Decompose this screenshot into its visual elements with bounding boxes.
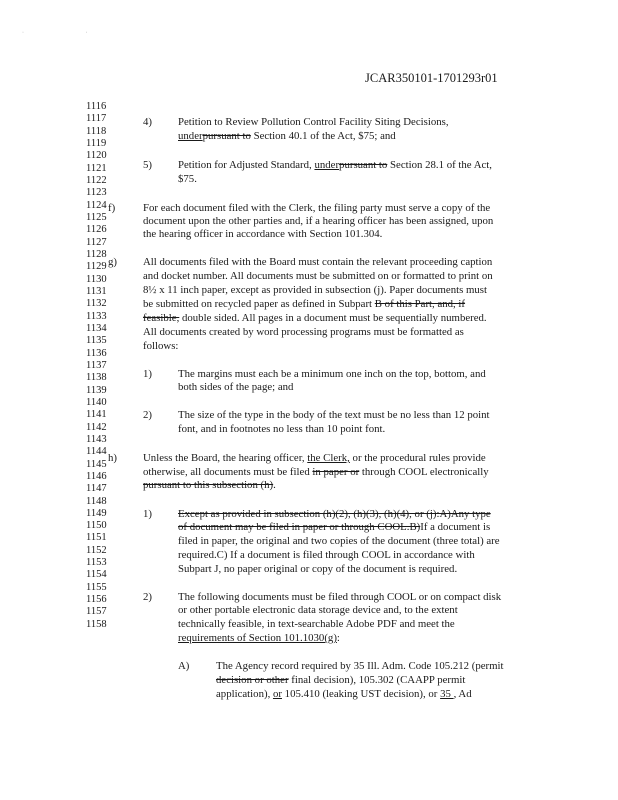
document-header-code: JCAR350101-1701293r01 bbox=[365, 71, 498, 85]
subsection-f-line: document upon the other parties and, if a hearing officer has been assigned, upon bbox=[143, 215, 494, 227]
line-number: 1156 bbox=[86, 594, 107, 606]
item-h2-line: requirements of Section 101.1030(g): bbox=[178, 632, 340, 644]
line-number: 1125 bbox=[86, 211, 107, 223]
inserted-text: requirements of Section 101.1030(g) bbox=[178, 632, 337, 644]
item-g2-line: font, and in footnotes no less than 10 point font. bbox=[178, 423, 386, 435]
subsection-f-line: the hearing officer in accordance with Section 101.304. bbox=[143, 228, 383, 240]
line-number: 1148 bbox=[86, 495, 107, 507]
item-h2a-line: The Agency record required by 35 Ill. Adm. Code 105.212 (permit bbox=[216, 660, 504, 672]
subsection-h-line: otherwise, all documents must be filed in paper or through COOL electronically bbox=[143, 466, 489, 478]
line-number: 1127 bbox=[86, 236, 107, 248]
line-number: 1124 bbox=[86, 199, 107, 211]
line-number: 1126 bbox=[86, 224, 107, 236]
line-number: 1122 bbox=[86, 174, 107, 186]
item-h1-line: Subpart J, no paper original or copy of the document is required. bbox=[178, 563, 458, 575]
scan-specks: · · bbox=[22, 30, 118, 36]
line-number: 1121 bbox=[86, 162, 107, 174]
subsection-g-line: be submitted on recycled paper as defined in Subpart B of this Part, and, if bbox=[143, 298, 466, 310]
item-h2-line: The following documents must be filed through COOL or on compact disk bbox=[178, 591, 502, 603]
item-g1-line: both sides of the page; and bbox=[178, 381, 294, 393]
item-5-line-2: $75. bbox=[178, 173, 197, 185]
line-number: 1155 bbox=[86, 581, 107, 593]
item-4-label: 4) bbox=[143, 116, 152, 128]
line-number: 1132 bbox=[86, 298, 107, 310]
line-number: 1136 bbox=[86, 347, 107, 359]
item-h2-line: or other portable electronic data storage device and, to the extent bbox=[178, 604, 458, 616]
item-h1-line bbox=[178, 508, 491, 521]
line-number: 1120 bbox=[86, 150, 107, 162]
item-h2a-line: decision or other final decision), 105.302 (CAAPP permit bbox=[216, 674, 466, 686]
item-g1-label: 1) bbox=[143, 368, 152, 380]
subsection-g-label: g) bbox=[108, 256, 117, 268]
line-number: 1154 bbox=[86, 569, 107, 581]
deleted-text: Except as provided in subsection (h)(2), (h)(3), (h)(4), or (j):A)Any type bbox=[178, 508, 491, 520]
line-number: 1117 bbox=[86, 113, 107, 125]
item-h1-line: of document may be filed in paper or through COOL.B)If a document is bbox=[178, 521, 491, 533]
item-g2-label: 2) bbox=[143, 409, 152, 421]
line-number: 1131 bbox=[86, 285, 107, 297]
item-g1-line: The margins must each be a minimum one inch on the top, bottom, and bbox=[178, 368, 486, 380]
subsection-g-line: All documents filed with the Board must contain the relevant proceeding caption bbox=[143, 256, 493, 268]
subsection-h-line: Unless the Board, the hearing officer, the Clerk, or the procedural rules provide bbox=[143, 452, 486, 464]
inserted-text: under bbox=[178, 130, 203, 142]
line-number: 1137 bbox=[86, 359, 107, 371]
line-number: 1116 bbox=[86, 101, 107, 112]
line-number: 1138 bbox=[86, 372, 107, 384]
line-number: 1146 bbox=[86, 470, 107, 482]
subsection-g-line: feasible, double sided. All pages in a document must be sequentially numbered. bbox=[143, 312, 487, 324]
item-h2-label: 2) bbox=[143, 591, 152, 603]
line-number: 1142 bbox=[86, 421, 107, 433]
inserted-text: the Clerk, bbox=[307, 452, 350, 464]
subsection-h-label: h) bbox=[108, 452, 117, 464]
subsection-f-line: For each document filed with the Clerk, the filing party must serve a copy of the bbox=[143, 202, 491, 214]
item-h1-line: filed in paper, the original and two copies of the document (three total) are bbox=[178, 535, 500, 547]
item-h2a-line: application), or 105.410 (leaking UST decision), or 35 , Ad bbox=[216, 688, 472, 700]
item-g2-line: The size of the type in the body of the text must be no less than 12 point bbox=[178, 409, 490, 421]
deleted-text: pursuant to this subsection (h) bbox=[143, 479, 274, 491]
line-number: 1118 bbox=[86, 125, 107, 137]
line-number: 1128 bbox=[86, 248, 107, 260]
line-number: 1139 bbox=[86, 384, 107, 396]
item-5-label: 5) bbox=[143, 159, 152, 171]
line-number: 1143 bbox=[86, 433, 107, 445]
deleted-text: of document may be filed in paper or through COOL.B) bbox=[178, 521, 421, 533]
item-h2-line: technically feasible, in text-searchable Adobe PDF and meet the bbox=[178, 618, 455, 630]
line-number: 1158 bbox=[86, 618, 107, 630]
deleted-text: decision or other bbox=[216, 674, 289, 686]
subsection-g-line: and docket number. All documents must be submitted on or formatted to print on bbox=[143, 270, 493, 282]
subsection-g-line: All documents created by word processing programs must be formatted as bbox=[143, 326, 464, 338]
line-number: 1151 bbox=[86, 532, 107, 544]
line-number: 1144 bbox=[86, 446, 107, 458]
inserted-text: or bbox=[272, 688, 282, 700]
line-number: 1123 bbox=[86, 187, 107, 199]
inserted-text: 35 bbox=[440, 688, 454, 700]
inserted-text: under bbox=[314, 159, 340, 171]
deleted-text: B of this Part, and, if bbox=[374, 298, 466, 310]
deleted-text: in paper or bbox=[312, 466, 360, 478]
line-number: 1129 bbox=[86, 261, 107, 273]
deleted-text: feasible, bbox=[143, 312, 180, 324]
item-h1-label: 1) bbox=[143, 508, 152, 520]
line-number: 1145 bbox=[86, 458, 107, 470]
line-number: 1153 bbox=[86, 557, 107, 569]
subsection-g-line: 8½ x 11 inch paper, except as provided in subsection (j). Paper documents must bbox=[143, 284, 487, 296]
item-h2a-label: A) bbox=[178, 660, 190, 672]
line-number: 1150 bbox=[86, 520, 107, 532]
subsection-f-label: f) bbox=[108, 202, 116, 214]
deleted-text: pursuant to bbox=[202, 130, 251, 142]
line-number: 1135 bbox=[86, 335, 107, 347]
item-4-line-1: Petition to Review Pollution Control Facility Siting Decisions, bbox=[178, 116, 449, 128]
subsection-g-line: follows: bbox=[143, 340, 179, 352]
line-number: 1140 bbox=[86, 396, 107, 408]
line-number: 1152 bbox=[86, 544, 107, 556]
item-h1-line: required.C) If a document is filed through COOL in accordance with bbox=[178, 549, 475, 561]
subsection-h-line: pursuant to this subsection (h). bbox=[143, 479, 276, 491]
line-number: 1149 bbox=[86, 507, 107, 519]
line-number: 1157 bbox=[86, 606, 107, 618]
line-number: 1133 bbox=[86, 310, 107, 322]
line-number: 1130 bbox=[86, 273, 107, 285]
line-number: 1134 bbox=[86, 322, 107, 334]
line-number: 1141 bbox=[86, 409, 107, 421]
line-number-column bbox=[86, 101, 107, 631]
line-number: 1147 bbox=[86, 483, 107, 495]
line-number: 1119 bbox=[86, 137, 107, 149]
item-5-line-1: Petition for Adjusted Standard, underpursuant to Section 28.1 of the Act, bbox=[178, 159, 492, 171]
item-4-line-2: underpursuant to Section 40.1 of the Act, $75; and bbox=[178, 130, 396, 142]
deleted-text: pursuant to bbox=[339, 159, 388, 171]
